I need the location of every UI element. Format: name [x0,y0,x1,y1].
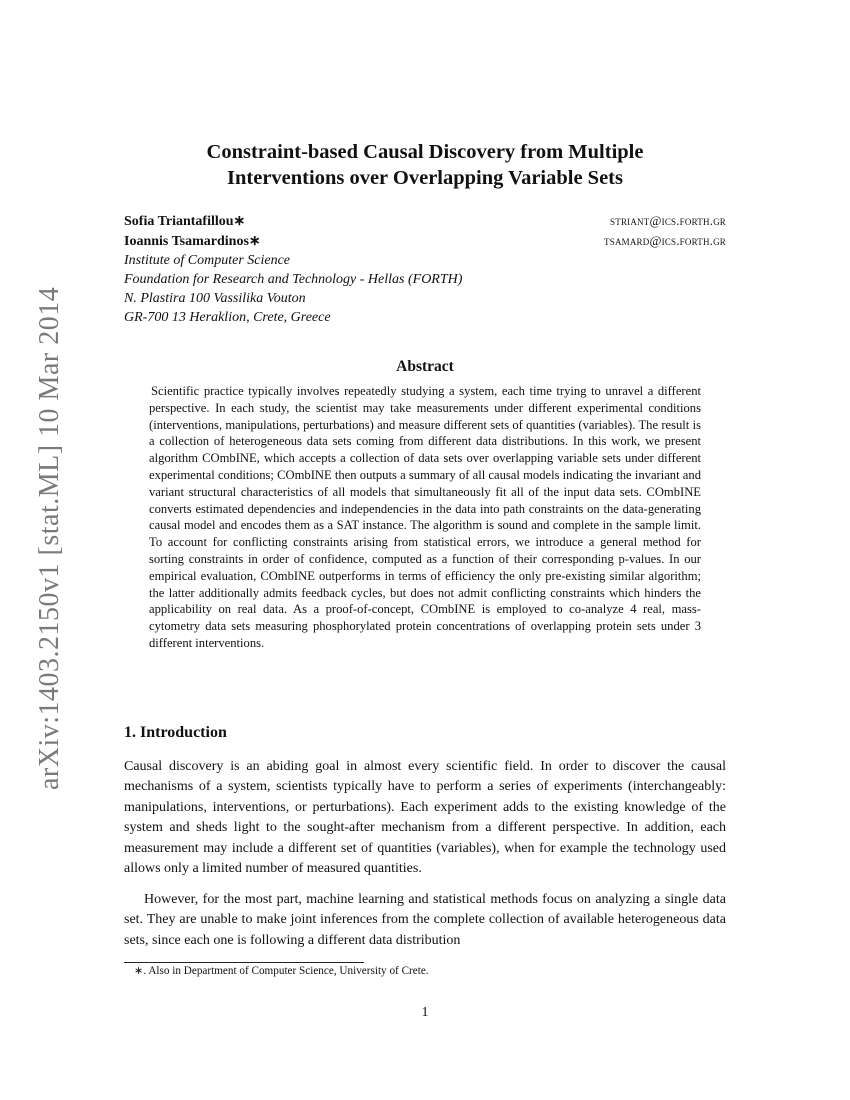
affiliation-line: Institute of Computer Science [124,253,291,268]
footnote: ∗. Also in Department of Computer Science, University of Crete. [134,965,429,977]
author-name: Ioannis Tsamardinos∗ [124,234,261,249]
title-line-2: Interventions over Overlapping Variable Sets [227,167,623,189]
introduction-paragraph: Causal discovery is an abiding goal in almost every scientific field. In order to discover the causal mechanisms of a system, scientists typically have to perform a series of experiments (interchangeably: manipulations, interventions, or perturbations). Each experiment adds to the existing knowledge of the system and sheds light to the sought-after mechanism from a different perspective. In addition, each measurement may include a different set of quantities (variables), when for example the technology used allows only a limited number of measured quantities. [124,759,726,877]
introduction-paragraph: However, for the most part, machine learning and statistical methods focus on analyzing a single data set. They are unable to make joint inferences from the complete collection of available heterogeneous data sets, since each one is following a different data distribution [124,892,726,948]
affiliation-line: N. Plastira 100 Vassilika Vouton [124,291,306,306]
title-line-1: Constraint-based Causal Discovery from Multiple [206,141,644,163]
author-email[interactable]: tsamard@ics.forth.gr [604,233,726,248]
affiliation-line: GR-700 13 Heraklion, Crete, Greece [124,310,331,325]
footnote-rule [124,962,364,963]
author-email[interactable]: striant@ics.forth.gr [610,213,726,228]
affiliation-line: Foundation for Research and Technology - Hellas (FORTH) [124,272,463,287]
introduction-heading: 1. Introduction [124,724,227,741]
arxiv-identifier: arXiv:1403.2150v1 [stat.ML] 10 Mar 2014 [34,286,65,790]
author-row [124,231,726,251]
abstract-heading: Abstract [396,358,454,375]
author-block [124,211,726,327]
author-name: Sofia Triantafillou∗ [124,214,246,229]
page-number: 1 [421,1005,429,1020]
paper-title [124,139,726,191]
abstract-text: Scientific practice typically involves repeatedly studying a system, each time trying to unravel a different perspective. In each study, the scientist may take measurements under different experimental conditions (interventions, manipulations, perturbations) and measure different sets of quantities (variables). The result is a collection of heterogeneous data sets coming from different data distributions. In this work, we present algorithm COmbINE, which accepts a collection of data sets over overlapping variable sets under different experimental conditions; COmbINE then outputs a summary of all causal models indicating the invariant and variant structural characteristics of all models that simultaneously fit all of the input data sets. COmbINE converts estimated dependencies and independencies in the data into path constraints on the data-generating causal model and encodes them as a SAT instance. The algorithm is sound and complete in the sample limit. To account for conflicting constraints arising from statistical errors, we introduce a general method for sorting constraints in order of confidence, computed as a function of their corresponding p-values. In our empirical evaluation, COmbINE outperforms in terms of efficiency the only pre-existing similar algorithm; the latter additionally admits feedback cycles, but does not admit conflicting constraints which hinders the applicability on real data. As a proof-of-concept, COmbINE is employed to co-analyze 4 real, mass-cytometry data sets measuring phosphorylated protein concentrations of overlapping protein sets under 3 different interventions. [149,384,701,650]
author-row [124,211,726,231]
paper-page [124,0,726,1100]
